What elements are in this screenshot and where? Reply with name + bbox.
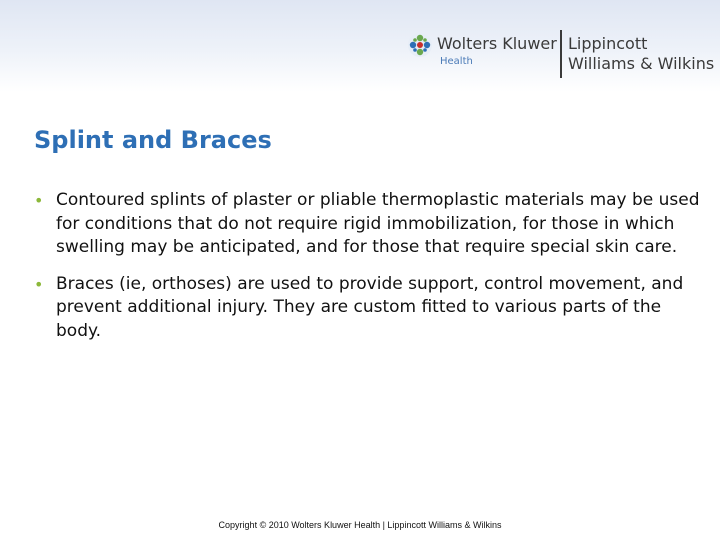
bullet-text: Braces (ie, orthoses) are used to provide support, control movement, and prevent additional injury. They are custom fitted to various parts of the body. bbox=[56, 273, 684, 341]
logo-company-name: Wolters Kluwer bbox=[437, 34, 557, 53]
footer-copyright: Copyright © 2010 Wolters Kluwer Health | Lippincott Williams & Wilkins bbox=[218, 520, 502, 530]
bullet-icon: • bbox=[34, 191, 44, 210]
logo-imprint-line1: Lippincott bbox=[568, 34, 648, 53]
logo-division: Health bbox=[440, 56, 473, 67]
bullet-text: Contoured splints of plaster or pliable thermoplastic materials may be used for conditions that do not require rigid immobilization, for those in which swelling may be anticipated, and for those that require special skin care. bbox=[56, 190, 700, 257]
bullet-item bbox=[34, 189, 704, 260]
bullet-list bbox=[34, 189, 704, 356]
bullet-icon: • bbox=[34, 274, 44, 294]
bullet-item bbox=[34, 273, 704, 344]
logo-imprint-line2: Williams & Wilkins bbox=[568, 54, 715, 73]
logo-divider bbox=[560, 30, 562, 78]
slide-title: Splint and Braces bbox=[34, 126, 272, 154]
wolters-kluwer-mark-icon bbox=[407, 32, 433, 58]
publisher-logo bbox=[407, 30, 717, 78]
